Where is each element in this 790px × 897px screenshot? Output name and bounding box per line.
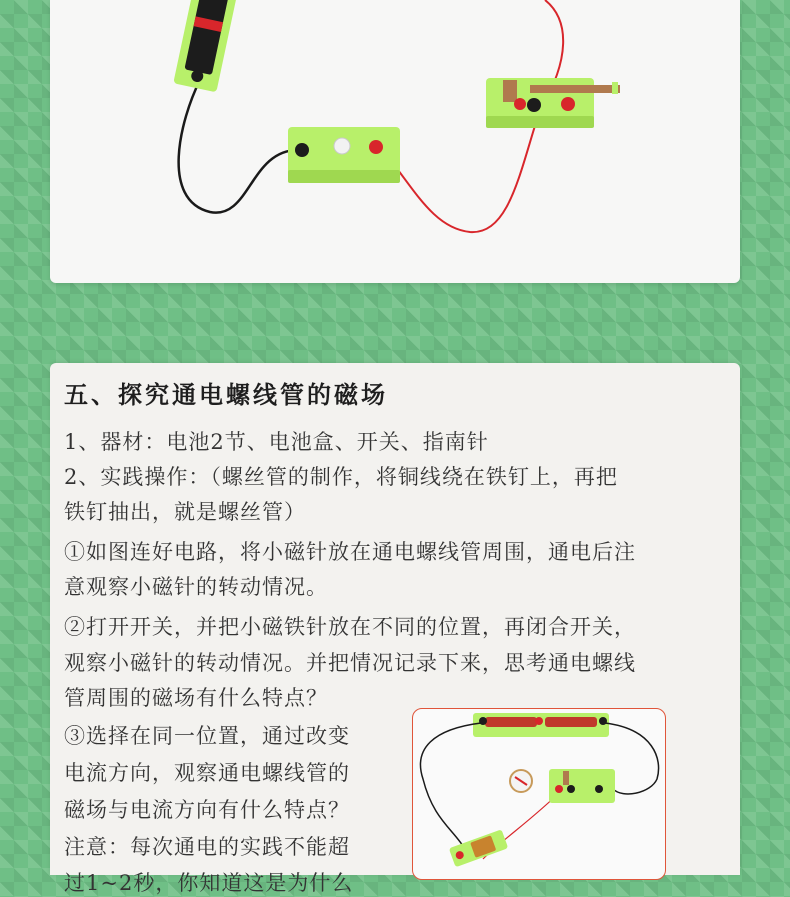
text-line: 磁场与电流方向有什么特点？: [64, 798, 350, 822]
section-title: 五、探究通电螺线管的磁场: [64, 381, 388, 409]
text-line: 过1~2秒，你知道这是为什么: [64, 871, 354, 895]
solenoid-circuit-illustration: [413, 709, 665, 879]
text-line: 电流方向，观察通电螺线管的: [64, 761, 350, 785]
text-line: 1、器材：电池2节、电池盒、开关、指南针: [64, 430, 489, 454]
text-line: ②打开开关，并把小磁铁针放在不同的位置，再闭合开关，: [64, 615, 636, 639]
text-line: 观察小磁针的转动情况。并把情况记录下来，思考通电螺线: [64, 651, 636, 675]
text-line: 2、实践操作：（螺丝管的制作，将铜线绕在铁钉上，再把: [64, 465, 618, 489]
text-line: 铁钉抽出，就是螺丝管）: [64, 500, 306, 524]
text-line: 注意：每次通电的实践不能超: [64, 835, 350, 859]
circuit-photo-illustration: [50, 0, 740, 283]
solenoid-circuit-figure: [412, 708, 666, 880]
text-line: ③选择在同一位置，通过改变: [64, 724, 350, 748]
text-line: 意观察小磁针的转动情况。: [64, 575, 328, 599]
text-line: 管周围的磁场有什么特点？: [64, 686, 328, 710]
text-line: ①如图连好电路，将小磁针放在通电螺线管周围，通电后注: [64, 540, 636, 564]
experiment-panel: [50, 363, 740, 895]
circuit-photo: [50, 0, 740, 283]
